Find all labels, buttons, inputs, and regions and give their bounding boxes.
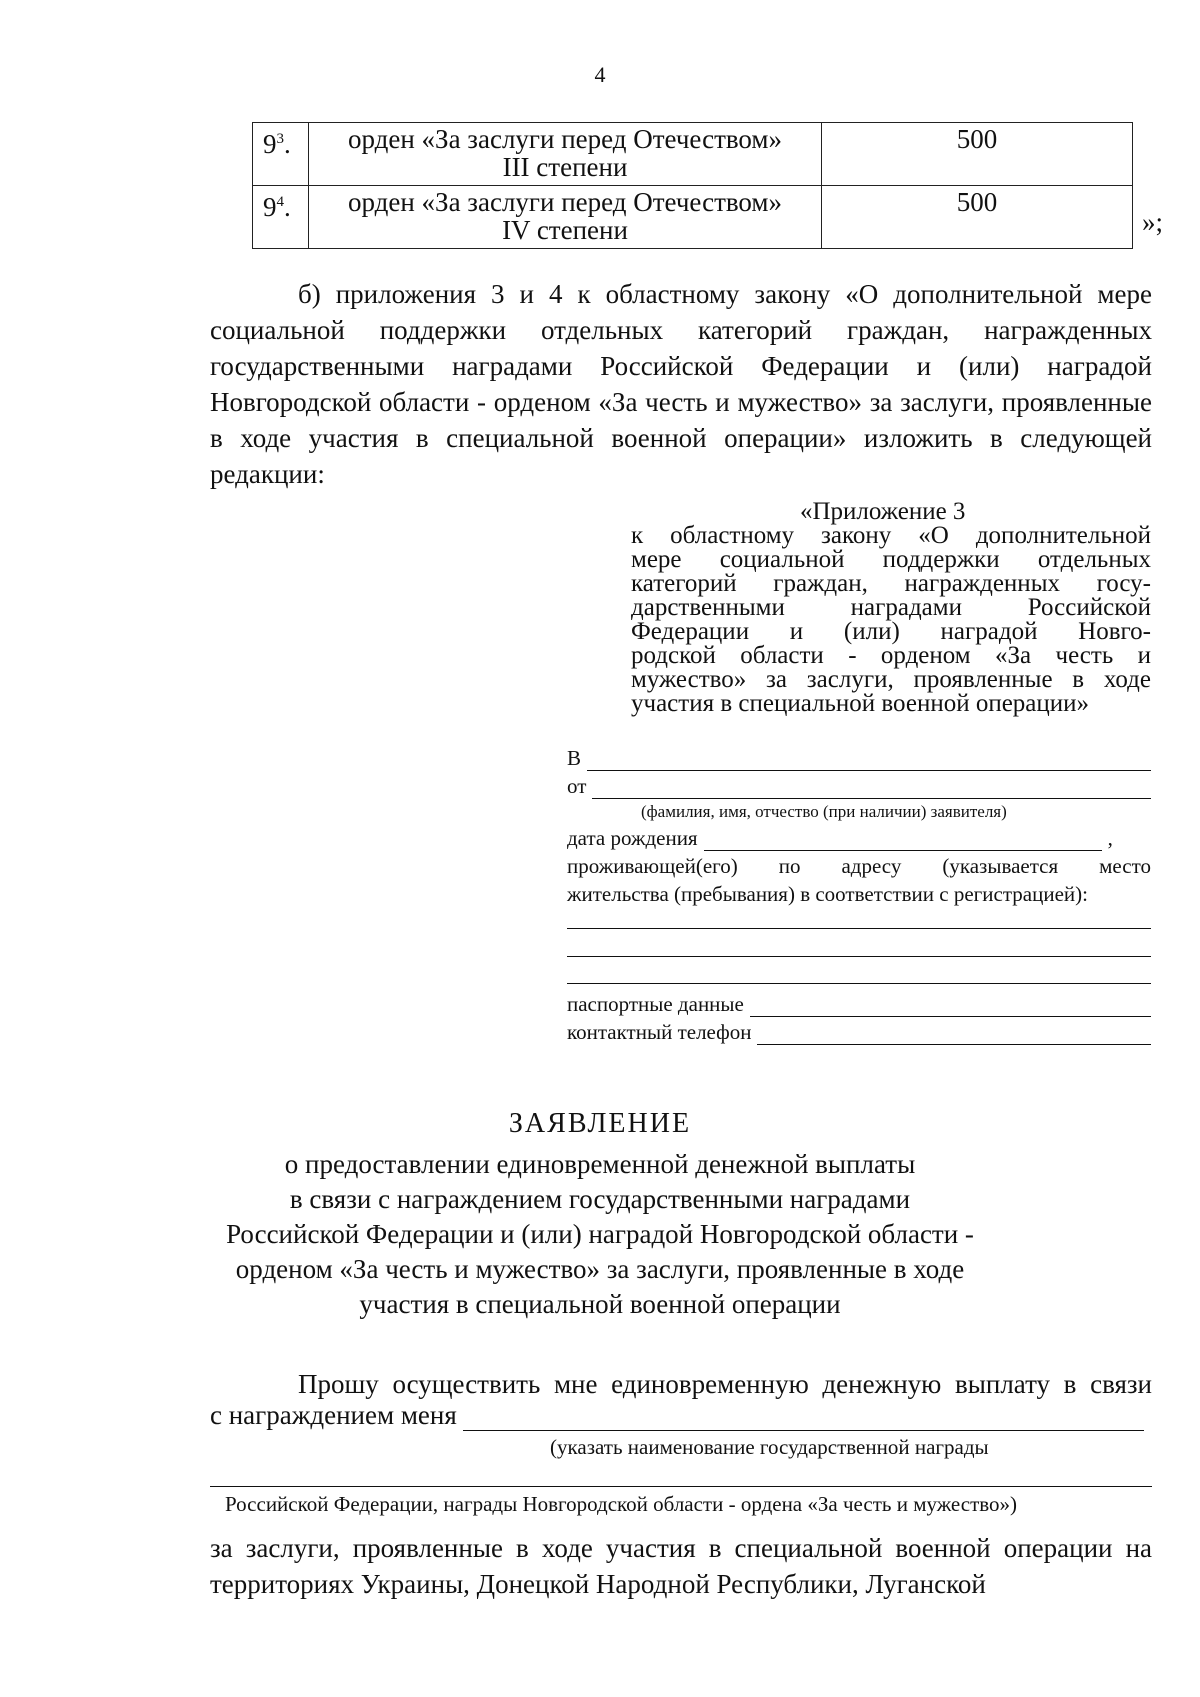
closing-quote: »; xyxy=(1142,207,1164,237)
statement-title: ЗАЯВЛЕНИЕ xyxy=(508,1108,692,1139)
appendix-subtitle: к областному закону «О дополнительной мере социальной поддержки отдельных категорий граждан, награжденных госу- дарственными наградами Российской Федерации и (или) наградой Новго- родской области - орденом «За честь и мужество» за заслуги, проявленные в ходе участия в специальной военной операции» xyxy=(631,522,1151,717)
applicant-field[interactable]: от xyxy=(567,774,1151,799)
award-field[interactable]: с награждением меня xyxy=(210,1400,1144,1431)
award-name-line-2[interactable] xyxy=(210,1486,1152,1487)
address-line[interactable] xyxy=(567,956,1151,957)
award-hint: (указать наименование государственной награды xyxy=(550,1435,989,1459)
birth-date-line[interactable] xyxy=(704,832,1102,851)
award-name: орден «За заслуги перед Отечеством» IV степени xyxy=(309,186,822,249)
award-name-line[interactable] xyxy=(463,1408,1144,1431)
applicant-hint: (фамилия, имя, отчество (при наличии) заявителя) xyxy=(641,802,1007,821)
phone-field[interactable]: контактный телефон xyxy=(567,1020,1151,1045)
award-hint-2: Российской Федерации, награды Новгородской области - ордена «За честь и мужество») xyxy=(225,1492,1018,1516)
address-line[interactable] xyxy=(567,983,1151,984)
applicant-line[interactable] xyxy=(592,780,1151,799)
address-label: проживающей(его) по адресу (указывается место xyxy=(567,854,1151,878)
address-label-2: жительства (пребывания) в соответствии с регистрацией): xyxy=(567,882,1088,906)
table-row xyxy=(253,123,1133,186)
passport-line[interactable] xyxy=(750,998,1151,1017)
request-continuation: за заслуги, проявленные в ходе участия в специальной военной операции на территориях Украины, Донецкой Народной Республики, Луганской xyxy=(210,1533,1152,1599)
request-line-1: Прошу осуществить мне единовременную денежную выплату в связи xyxy=(298,1369,1152,1399)
statement-subtitle: о предоставлении единовременной денежной выплаты в связи с награждением государственными наградами Российской Федерации и (или) наградой Новгородской области - орденом «За честь и мужество» за заслуги, проявленные в ходе участия в специальной военной операции xyxy=(226,1149,974,1319)
awards-table xyxy=(252,122,1133,249)
page-number: 4 xyxy=(594,62,606,87)
table-row xyxy=(253,186,1133,249)
birth-date-field[interactable]: дата рождения , xyxy=(567,826,1113,850)
paragraph-6: б) приложения 3 и 4 к областному закону «О дополнительной мере социальной поддержки отдельных категорий граждан, награжденных государственными наградами Российской Федерации и (или) наградой Новгородской области - орденом «За честь и мужество» за заслуги, проявленные в ходе участия в специальной военной операции» изложить в следующей редакции: xyxy=(210,279,1152,489)
award-amount: 500 xyxy=(822,186,1133,249)
row-number: $9^4$. xyxy=(253,186,309,249)
phone-line[interactable] xyxy=(757,1026,1151,1045)
award-name: орден «За заслуги перед Отечеством» III степени xyxy=(309,123,822,186)
address-line[interactable] xyxy=(567,928,1151,929)
award-amount: 500 xyxy=(822,123,1133,186)
recipient-line[interactable] xyxy=(587,752,1151,771)
appendix-title: «Приложение 3 xyxy=(800,498,966,525)
row-number: $9^3$. xyxy=(253,123,309,186)
passport-field[interactable]: паспортные данные xyxy=(567,992,1151,1017)
recipient-field[interactable]: В xyxy=(567,746,1151,771)
